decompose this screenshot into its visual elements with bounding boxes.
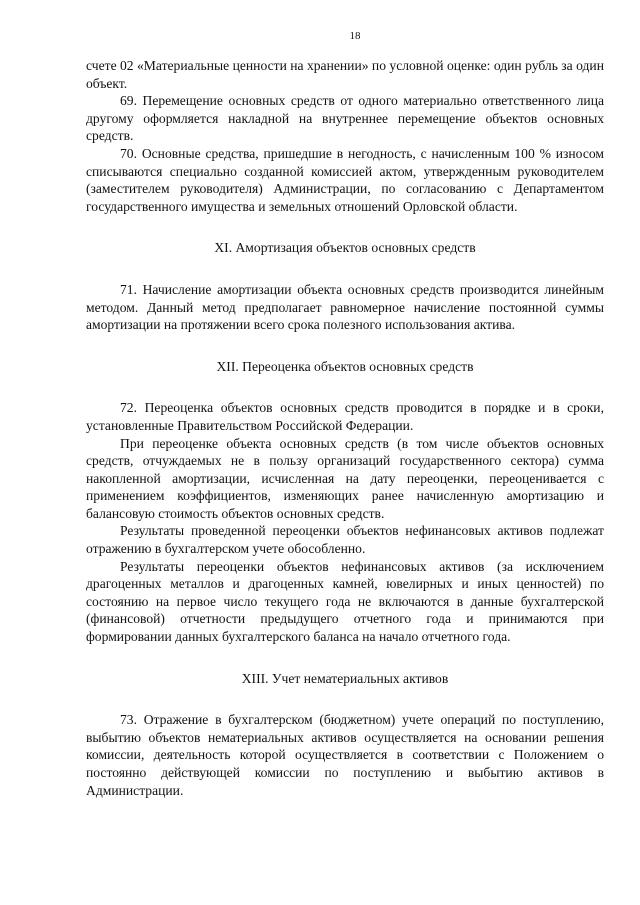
section-heading-xi: XI. Амортизация объектов основных средств	[214, 240, 476, 256]
paragraph-72: 72. Переоценка объектов основных средств проводится в порядке и в сроки, установленные Правительством Российской Федерации.	[86, 400, 604, 433]
paragraph-71: 71. Начисление амортизации объекта основных средств производится линейным методом. Данный метод предполагает равномерное начисление постоянной суммы амортизации на протяжении всего срока полезного использования актива.	[86, 281, 604, 333]
paragraph-73: 73. Отражение в бухгалтерском (бюджетном) учете операций по поступлению, выбытию объектов нематериальных активов осуществляется на основании решения комиссии, деятельность которой осуществляется в соответствии с Положением о постоянно действующей комиссии по поступлению и выбытию активов в Администрации.	[86, 712, 604, 798]
page-number: 18	[349, 30, 361, 42]
section-heading-xiii: XIII. Учет нематериальных активов	[241, 670, 449, 686]
section-heading-xii: XII. Переоценка объектов основных средств	[216, 358, 474, 374]
paragraph-70: 70. Основные средства, пришедшие в негодность, с начисленным 100 % износом списываются специально созданной комиссией актом, утвержденным руководителем (заместителем руководителя) Администрации, по согласованию с Департаментом государственного имущества и земельных отношений Орловской области.	[86, 145, 604, 214]
paragraph-revaluation-reporting: Результаты переоценки объектов нефинансовых активов (за исключением драгоценных металлов и драгоценных камней, ювелирных и иных ценностей) по состоянию на первое число текущего года не включаются в данные бухгалтерской (финансовой) отчетности предыдущего отчетного года и принимаются при формировании данных бухгалтерского баланса на начало отчетного года.	[86, 558, 604, 645]
paragraph-69: 69. Перемещение основных средств от одного материально ответственного лица другому оформляется накладной на внутреннее перемещение объектов основных средств.	[86, 93, 604, 144]
paragraph-continued: счете 02 «Материальные ценности на хранении» по условной оценке: один рубль за один объект.	[86, 58, 604, 91]
paragraph-revaluation-depreciation: При переоценке объекта основных средств (в том числе объектов основных средств, отчуждаемых не в пользу организаций государственного сектора) сумма накопленной амортизации, исчисленная на дату переоценки, переоценивается с применением коэффициентов, изменяющих ранее начисленную амортизацию и балансовую стоимость объектов основных средств.	[86, 435, 604, 521]
paragraph-revaluation-results: Результаты проведенной переоценки объектов нефинансовых активов подлежат отражению в бухгалтерском учете обособленно.	[86, 523, 604, 557]
